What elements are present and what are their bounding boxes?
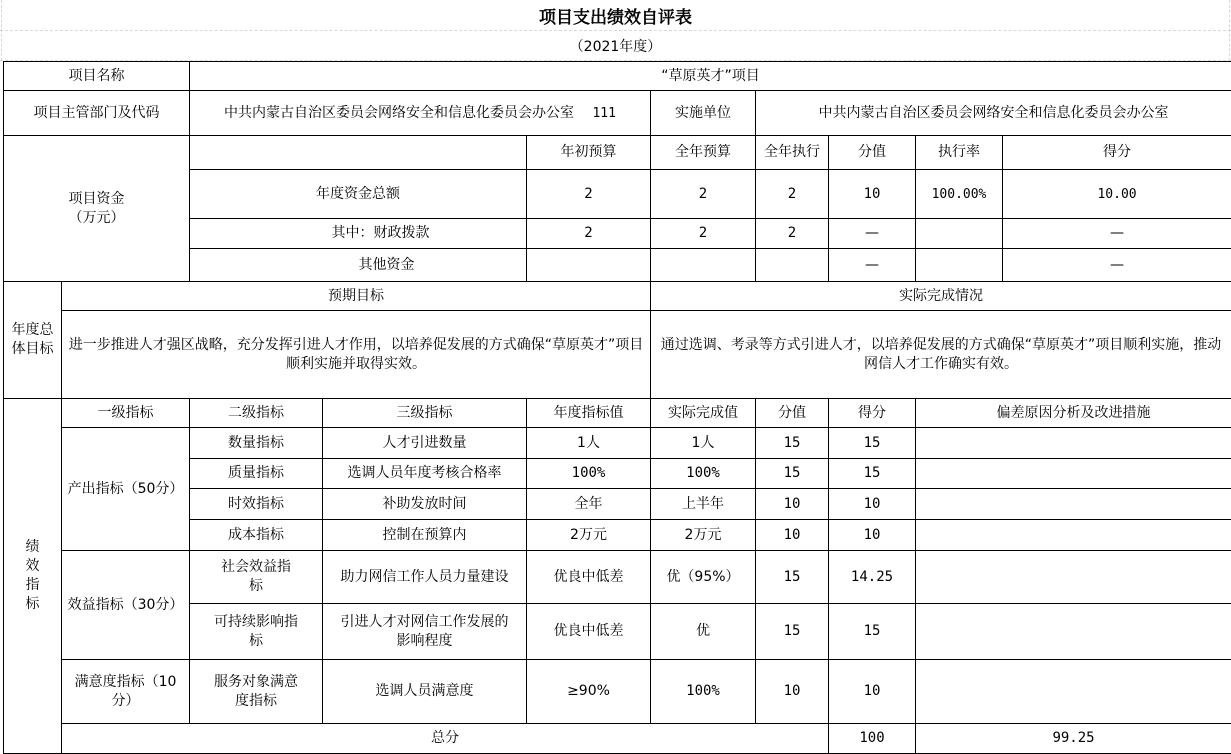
indicator-note [916,520,1231,551]
indicator-level2: 社会效益指标 [190,551,323,604]
funds-initial: 2 [527,170,651,219]
funds-rate-score [916,249,1231,282]
indicator-note [916,660,1231,724]
indicator-level3: 选调人员满意度 [323,660,527,724]
sheet-gridline [0,30,1231,31]
indicator-row [4,551,1231,604]
funds-score: — [1003,249,1231,281]
self-evaluation-table [3,61,1231,754]
department-name: 中共内蒙古自治区委员会网络安全和信息化委员会办公室 [224,105,574,121]
indicator-actual: 2万元 [651,520,756,551]
indicator-score: 15 [829,459,916,489]
indicator-level2: 数量指标 [190,428,323,459]
total-row [4,724,1231,754]
indicator-note [916,428,1231,459]
indicator-level2: 可持续影响指标 [190,604,323,660]
annual-goals-label: 年度总体目标 [4,282,62,399]
funds-rate [916,249,1003,281]
indicator-note [916,604,1231,660]
indicator-score: 15 [829,604,916,660]
implementer-label: 实施单位 [651,91,756,136]
funds-score-value: — [829,219,916,249]
expected-goal-text: 进一步推进人才强区战略，充分发挥引进人才作用，以培养促发展的方式确保“草原英才”项目顺利实施并取得实效。 [62,311,651,399]
indicator-target: 优良中低差 [527,604,651,660]
sheet-gridline [1229,0,1230,61]
funds-header-rate-score [916,136,1231,170]
indicator-value: 10 [756,660,829,724]
indicator-value: 10 [756,489,829,520]
indicator-level2: 服务对象满意度指标 [190,660,323,724]
indicator-actual: 100% [651,459,756,489]
indicator-header-target: 年度指标值 [527,399,651,428]
indicator-level2: 时效指标 [190,489,323,520]
funds-label-line1: 项目资金 [7,190,186,209]
total-label: 总分 [62,724,829,754]
indicator-actual: 优（95%） [651,551,756,604]
actual-result-text: 通过选调、考录等方式引进人才，以培养促发展的方式确保“草原英才”项目顺利实施，推动网信人才工作确实有效。 [651,311,1231,399]
project-name-row [4,62,1231,91]
indicator-target: 优良中低差 [527,551,651,604]
indicator-level2: 成本指标 [190,520,323,551]
funds-rate: 100.00% [916,170,1003,218]
project-name-value: “草原英才”项目 [190,62,1231,91]
indicator-note [916,489,1231,520]
funds-annual [651,249,756,282]
indicator-value: 15 [756,604,829,660]
indicator-target: 1人 [527,428,651,459]
funds-score-value: — [829,249,916,282]
indicator-note [916,551,1231,604]
indicator-value: 15 [756,428,829,459]
indicator-level2: 质量指标 [190,459,323,489]
indicator-score: 15 [829,428,916,459]
funds-header-rate: 执行率 [916,136,1003,169]
indicator-header-score: 得分 [829,399,916,428]
funds-executed: 2 [756,219,829,249]
department-label: 项目主管部门及代码 [4,91,190,136]
funds-rate [916,219,1003,248]
indicator-actual: 优 [651,604,756,660]
funds-rate-score [916,219,1231,249]
indicator-level3: 助力网信工作人员力量建设 [323,551,527,604]
indicator-note [916,459,1231,489]
page-title: 项目支出绩效自评表 [0,0,1231,31]
funds-executed [756,249,829,282]
funds-annual: 2 [651,170,756,219]
funds-header-annual: 全年预算 [651,136,756,170]
expected-goal-header: 预期目标 [62,282,651,311]
indicator-value: 15 [756,551,829,604]
funds-initial: 2 [527,219,651,249]
indicator-row [4,660,1231,724]
total-score: 99.25 [916,724,1231,754]
indicator-score: 10 [829,520,916,551]
indicator-value: 10 [756,520,829,551]
funds-label-line2: （万元） [7,209,186,228]
indicator-level3: 选调人员年度考核合格率 [323,459,527,489]
department-value [190,91,651,136]
funds-header-score: 得分 [1003,136,1231,169]
indicator-row [4,428,1231,459]
indicator-score: 10 [829,660,916,724]
goals-header-row [4,282,1231,311]
funds-rate-score [916,170,1231,219]
department-code: 111 [592,106,615,121]
indicator-value: 15 [756,459,829,489]
indicator-level3: 控制在预算内 [323,520,527,551]
funds-header-initial: 年初预算 [527,136,651,170]
indicator-target: ≥90% [527,660,651,724]
funds-header-executed: 全年执行 [756,136,829,170]
indicator-header-level3: 三级指标 [323,399,527,428]
funds-score: 10.00 [1003,170,1231,218]
performance-indicators-label: 绩效指标 [4,399,62,754]
funds-header-blank [190,136,527,170]
indicator-level3: 引进人才对网信工作发展的影响程度 [323,604,527,660]
funds-executed: 2 [756,170,829,219]
indicator-actual: 100% [651,660,756,724]
indicator-header-level1: 一级指标 [62,399,190,428]
implementer-value: 中共内蒙古自治区委员会网络安全和信息化委员会办公室 [756,91,1231,136]
indicator-target: 100% [527,459,651,489]
indicator-header-notes: 偏差原因分析及改进措施 [916,399,1231,428]
actual-result-header: 实际完成情况 [651,282,1231,311]
indicator-header-level2: 二级指标 [190,399,323,428]
funds-score-value: 10 [829,170,916,219]
indicator-group-satisfaction: 满意度指标（10分） [62,660,190,724]
indicator-group-benefit: 效益指标（30分） [62,551,190,660]
sheet-gridline [1,0,2,61]
funds-header-row [4,136,1231,170]
project-name-label: 项目名称 [4,62,190,91]
indicator-score: 10 [829,489,916,520]
funds-row-label: 年度资金总额 [190,170,527,219]
indicator-group-output: 产出指标（50分） [62,428,190,551]
funds-row-label: 其他资金 [190,249,527,282]
funds-row-label: 其中：财政拨款 [190,219,527,249]
total-value: 100 [829,724,916,754]
indicator-target: 2万元 [527,520,651,551]
funds-annual: 2 [651,219,756,249]
indicator-header-value: 分值 [756,399,829,428]
indicator-level3: 补助发放时间 [323,489,527,520]
year-subtitle: （2021年度） [0,31,1231,61]
indicator-score: 14.25 [829,551,916,604]
indicator-target: 全年 [527,489,651,520]
indicator-actual: 上半年 [651,489,756,520]
indicator-actual: 1人 [651,428,756,459]
department-row [4,91,1231,136]
funds-initial [527,249,651,282]
indicator-level3: 人才引进数量 [323,428,527,459]
funds-label [4,136,190,282]
goals-content-row [4,311,1231,399]
indicator-header-actual: 实际完成值 [651,399,756,428]
indicators-header-row [4,399,1231,428]
funds-score: — [1003,219,1231,248]
funds-header-value: 分值 [829,136,916,170]
